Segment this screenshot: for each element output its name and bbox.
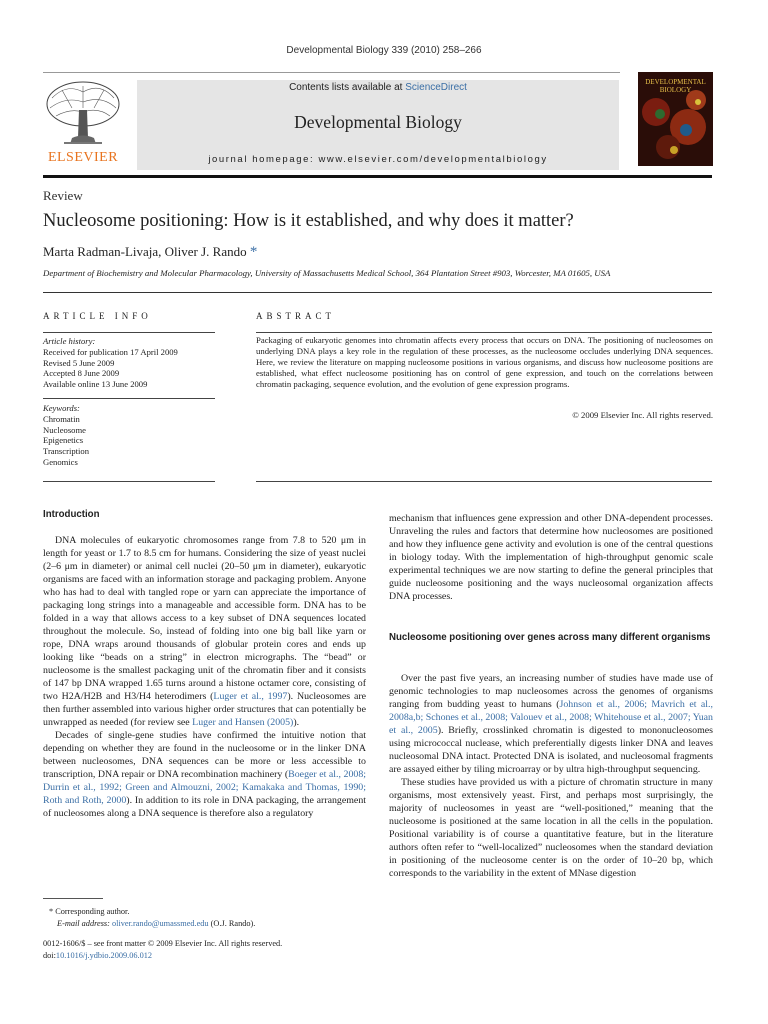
left-column <box>43 534 366 820</box>
right-column-top <box>389 512 713 603</box>
article-type: Review <box>43 188 83 203</box>
elsevier-logo <box>42 78 124 166</box>
front-matter: 0012-1606/$ – see front matter © 2009 Elsevier Inc. All rights reserved. <box>43 939 283 948</box>
history-label: Article history: <box>43 336 96 346</box>
text: DNA molecules of eukaryotic chromosomes range from 7.8 to 520 μm in length for yeast or 1.7 to 8.5 cm for humans. Considering the size of yeast nuclei (2–6 μm in diameter) or animal cell nuclei (20–50 μm in diameter), eukaryotic organisms are faced with an information storage and packaging problem. Anyone who has had to deal with tangled rope or yarn can appreciate the importance of packaging long strings into a manageable and accessible form. DNA has to be folded in a way that allows access to a key subset of DNA sequences located throughout the molecule. So, instead of folding into one big ball like yarn or rope, DNA wraps around thousands of globular protein cores and ends up looking like “beads on a string” in electron micrographs. The “bead” or nucleosome is the smallest packaging unit of the chromatin fiber and it consists of 147 bp DNA wrapped 1.65 turns around a histone octamer core, consisting of two H2A/H2B and H3/H4 heterodimers ( <box>43 535 366 702</box>
contents-line <box>137 82 619 93</box>
article-info-rule <box>43 398 215 399</box>
doi-line <box>43 950 363 962</box>
citation-link[interactable]: Boeger et al., 2008; Durrin et al., 1992; Green and Almouzni, 2002; Kamakaka and Thomas, 1990; Roth and Roth, 2000 <box>43 769 366 806</box>
citation-link[interactable]: Johnson et al., 2006; Mavrich et al., 2008a,b; Schones et al., 2008; Valouev et al., 2008; Whitehouse et al., 2007; Yuan et al., 2005 <box>389 699 713 736</box>
email-link[interactable]: oliver.rando@umassmed.edu <box>112 918 209 928</box>
corresponding-author-mark[interactable]: * <box>249 244 258 260</box>
article-info-heading: ARTICLE INFO <box>43 311 152 321</box>
header-thick-rule <box>43 175 712 178</box>
publication-info <box>43 938 363 961</box>
text: ). <box>293 717 300 728</box>
right-column-bottom <box>389 672 713 880</box>
article-info-rule <box>43 332 215 333</box>
history-item: Accepted 8 June 2009 <box>43 368 120 379</box>
keyword: Genomics <box>43 456 78 467</box>
text: Over the past five years, an increasing number of studies have made use of genomic technologies to map nucleosomes across the genomes of organisms ranging from budding yeast to humans ( <box>389 673 713 710</box>
section-divider <box>43 292 712 293</box>
homepage-prefix: journal homepage: <box>208 154 319 165</box>
citation-link[interactable]: Luger et al., 1997 <box>213 691 288 702</box>
journal-name: Developmental Biology <box>294 112 462 132</box>
footnote-rule <box>43 898 103 899</box>
cover-title: DEVELOPMENTAL BIOLOGY <box>645 78 706 94</box>
paragraph: mechanism that influences gene expression and other DNA-dependent processes. Unraveling the rules and factors that determine how nucleosomes are positioned and how they influence gene activity and evolution is one of the central questions in biology today. With the implementation of high-throughput genomic scale experimental techniques we are now starting to define the general principles that guide nucleosome positioning and the ways nucleosomal organization affects DNA processes. <box>389 513 713 602</box>
paragraph <box>43 534 366 729</box>
history-item: Received for publication 17 April 2009 <box>43 346 178 357</box>
homepage-url[interactable]: www.elsevier.com/developmentalbiology <box>318 154 548 165</box>
text: ). In addition to its role in DNA packaging, the arrangement of nucleosomes along a DNA sequence is therefore also a regulatory <box>43 795 367 819</box>
abstract-rule <box>256 481 712 482</box>
keyword: Transcription <box>43 446 89 457</box>
paragraph: These studies have provided us with a picture of chromatin structure in many organisms, most extensively yeast. First, and perhaps most surprisingly, the majority of nucleosomes in yeast are “well-positioned,” meaning that the nucleosome is positioned at the same location in all the cells in the population. Positional variability is of course a quantitative feature, but in the literature authors often refer to “well-localized” nucleosomes when the standard deviation in positioning of the nucleosome center is on the order of 10–20 bp, which corresponds to the variability in the extent of MNase digestion <box>389 777 713 879</box>
keyword: Chromatin <box>43 413 80 424</box>
text: Decades of single-gene studies have confirmed the intuitive notion that depending on whether they are found in the nucleosome or in the linker DNA between nucleosomes, DNA sequences can be more or less accessible to transcription, DNA repair or DNA recombination machinery ( <box>43 730 366 780</box>
introduction-heading: Introduction <box>43 509 100 520</box>
article-title: Nucleosome positioning: How is it established, and why does it matter? <box>43 211 574 231</box>
citation-link[interactable]: Luger and Hansen (2005) <box>192 717 294 728</box>
text: ). Nucleosomes are then further assembled into various higher order structures that can potentially be unwrapped as needed (for review see <box>43 691 367 728</box>
abstract-copyright: © 2009 Elsevier Inc. All rights reserved. <box>572 410 713 420</box>
journal-cover-image <box>638 72 713 166</box>
header-divider <box>43 72 620 73</box>
sciencedirect-link[interactable]: ScienceDirect <box>405 82 467 93</box>
journal-citation: Developmental Biology 339 (2010) 258–266 <box>286 45 482 56</box>
text: ). Briefly, crosslinked chromatin is digested to mononucleosomes using micrococcal nuclease, which preferentially digests linker DNA and leaves nucleosomal DNA intact. Protected DNA is isolated, and nucleosomal fragments are assayed either by tiling microarray or by ultra high-throughput sequencing. <box>389 725 713 775</box>
email-label: E-mail address: <box>57 918 112 928</box>
affiliation: Department of Biochemistry and Molecular Pharmacology, University of Massachusetts Medical School, 364 Plantation Street #903, Worcester, MA 01605, USA <box>43 268 611 278</box>
abstract-heading: ABSTRACT <box>256 311 336 321</box>
article-history <box>43 336 215 390</box>
keyword: Nucleosome <box>43 424 86 435</box>
footnote <box>43 906 363 929</box>
section-heading: Nucleosome positioning over genes across many different organisms <box>389 632 711 643</box>
history-item: Revised 5 June 2009 <box>43 357 115 368</box>
elsevier-wordmark: ELSEVIER <box>47 150 119 165</box>
keywords <box>43 403 215 468</box>
keyword: Epigenetics <box>43 435 84 446</box>
doi-link[interactable]: 10.1016/j.ydbio.2009.06.012 <box>55 950 153 960</box>
doi-label: doi: <box>43 950 56 960</box>
authors: Marta Radman-Livaja, Oliver J. Rando <box>43 244 247 259</box>
abstract-text: Packaging of eukaryotic genomes into chromatin affects every process that occurs on DNA. The positioning of nucleosomes on underlying DNA plays a key role in the regulation of these processes, as the nucleosome occludes underlying DNA sequences. Here, we review the literature on mapping nucleosome positions in various organisms, and discuss how nucleosome positions are established, what effect nucleosome positioning has on control of gene expression, and touch on the correlations between chromatin packaging, sequence evolution, and the evolution of gene expression programs. <box>256 335 713 389</box>
paragraph <box>389 672 713 776</box>
keywords-label: Keywords: <box>43 403 80 413</box>
corresponding-note: * Corresponding author. <box>49 907 130 916</box>
author-list <box>43 244 257 261</box>
homepage-line <box>137 154 619 165</box>
paragraph <box>43 729 366 820</box>
history-item: Available online 13 June 2009 <box>43 379 148 390</box>
email-line <box>43 918 363 930</box>
article-info-rule <box>43 481 215 482</box>
email-suffix: (O.J. Rando). <box>208 918 256 928</box>
abstract-rule <box>256 332 712 333</box>
contents-prefix: Contents lists available at <box>289 82 406 93</box>
